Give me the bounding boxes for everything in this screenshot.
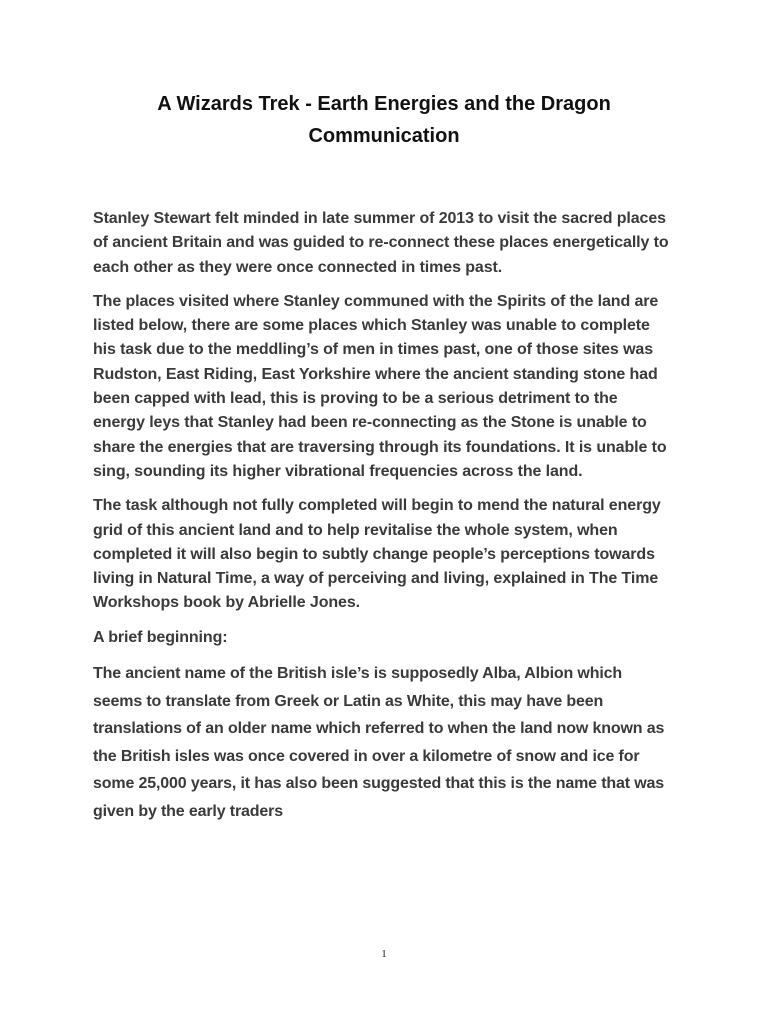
document-title: A Wizards Trek - Earth Energies and the Dragon Communication — [157, 93, 611, 147]
paragraph-task: The task although not fully completed will begin to mend the natural energy grid of this ancient land and to help revitalise the whole system, when completed it will also begin to subtly change people’s perceptions towards living in Natural Time, a way of perceiving and living, explained in The Time Workshops book by Abrielle Jones. — [93, 497, 661, 612]
document-body — [93, 207, 673, 835]
paragraph-ancient-name: The ancient name of the British isle’s is supposedly Alba, Albion which seems to translate from Greek or Latin as White, this may have been translations of an older name which referred to when the land now known as the British isles was once covered in over a kilometre of snow and ice for some 25,000 years, it has also been suggested that this is the name that was given by the early traders — [93, 665, 665, 820]
page-number: 1 — [381, 948, 387, 960]
section-subheading: A brief beginning: — [93, 628, 228, 646]
paragraph-intro: Stanley Stewart felt minded in late summer of 2013 to visit the sacred places of ancient Britain and was guided to re-connect these places energetically to each other as they were once connected in times past. — [93, 210, 669, 276]
paragraph-places: The places visited where Stanley communed with the Spirits of the land are listed below, there are some places which Stanley was unable to complete his task due to the meddling’s of men in times past, one of those sites was Rudston, East Riding, East Yorkshire where the ancient standing stone had been capped with lead, this is proving to be a serious detriment to the energy leys that Stanley had been re-connecting as the Stone is unable to share the energies that are traversing through its foundations. It is unable to sing, sounding its higher vibrational frequencies across the land. — [93, 292, 667, 480]
